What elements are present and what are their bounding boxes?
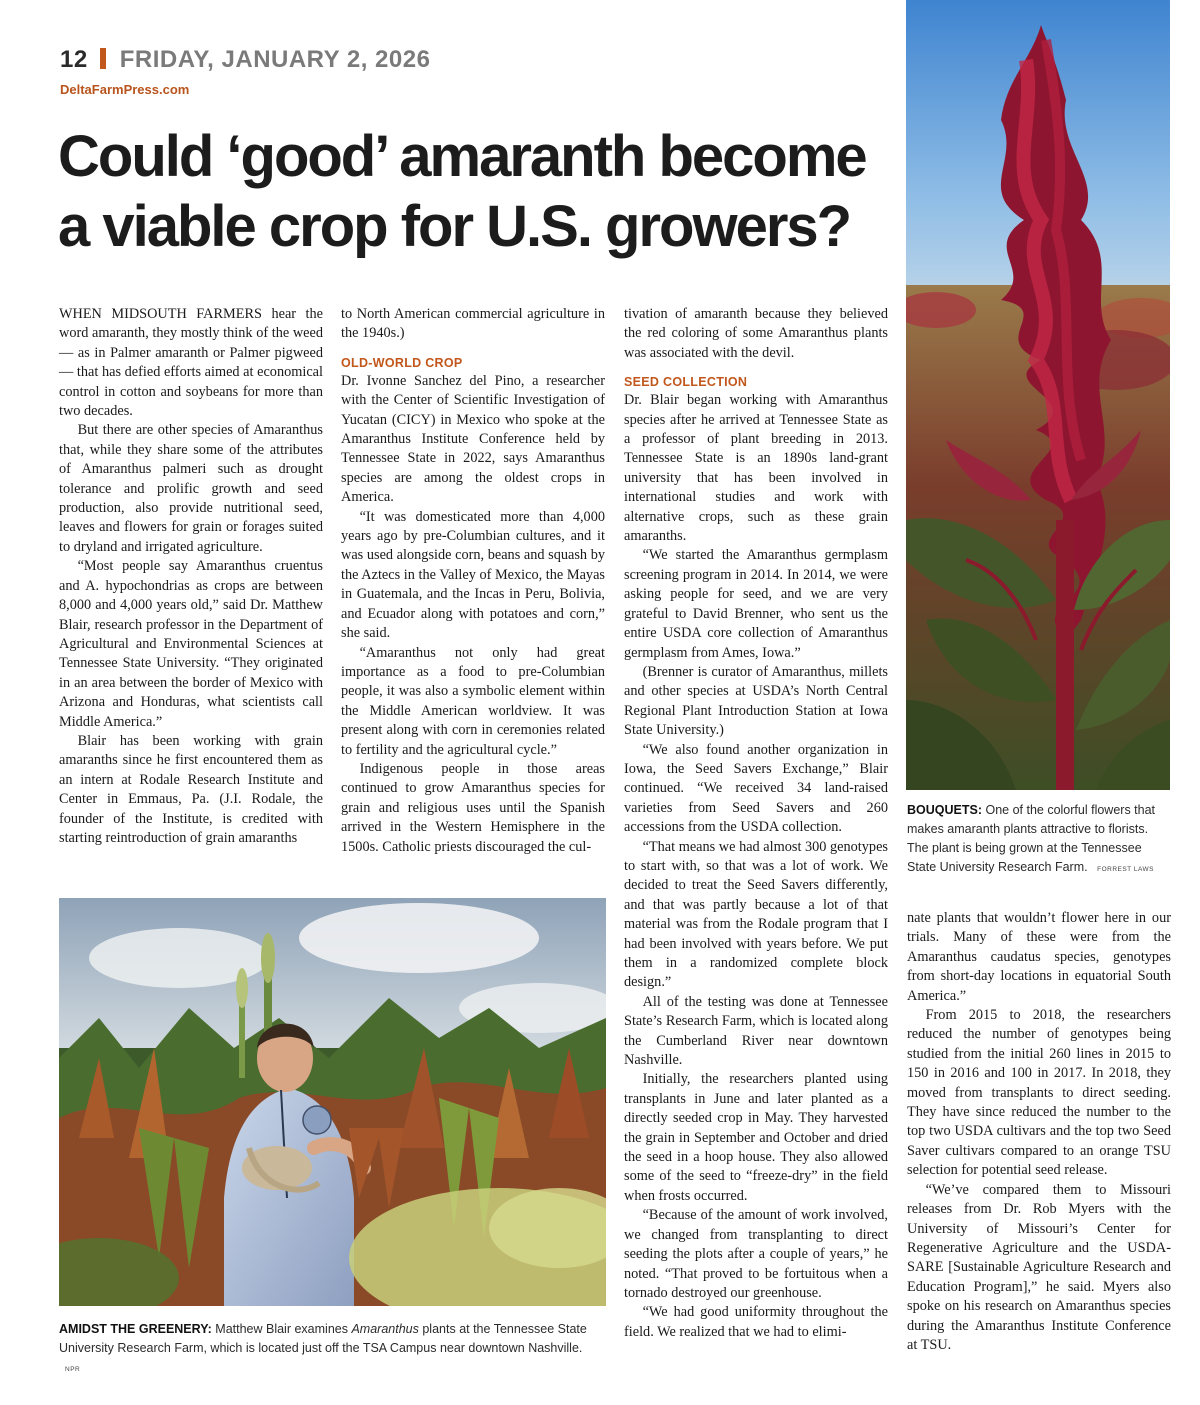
researcher-field-photo: [59, 898, 606, 1306]
caption-lead: BOUQUETS:: [907, 803, 982, 817]
caption-italic: Amaranthus: [351, 1322, 419, 1336]
researcher-field-image: [59, 898, 606, 1306]
folio-divider: [100, 48, 106, 69]
paragraph: tivation of amaranth because they believed the red coloring of some Amaranthus plants was associated with the devil.: [624, 306, 888, 361]
paragraph: Blair has been working with grain amaranths since he first encountered them as an intern at Rodale Research Institute and Center in Emmaus, Pa. (J.I. Rodale, the founder of the Institute, is credited with starting reintroduction of grain amaranths: [59, 732, 323, 846]
paragraph: “We also found another organization in Iowa, the Seed Savers Exchange,” Blair continued. “We received 34 land-raised varieties from Seed Savers and 260 accessions from the USDA collection.: [624, 741, 888, 836]
headline: Could ‘good’ amaranth become a viable crop for U.S. growers?: [58, 124, 866, 259]
paragraph: From 2015 to 2018, the researchers reduced the number of genotypes being studied from the initial 260 lines in 2015 to 150 in 2016 and 100 in 2017. In 2018, they moved from transplants to direct seeding. They have since reduced the number to the top two USDA cultivars and the top two Seed Saver cultivars compared to an orange TSU selection for potential seed release.: [907, 1007, 1171, 1179]
photo-caption-bouquets: [907, 801, 1171, 879]
paragraph: (Brenner is curator of Amaranthus, millets and other species at USDA’s North Central Regional Plant Introduction Station at Iowa State University.): [624, 663, 888, 739]
paragraph: to North American commercial agriculture in the 1940s.): [341, 306, 605, 342]
caption-lead: AMIDST THE GREENERY:: [59, 1322, 212, 1336]
paragraph: “Amaranthus not only had great importance as a food to pre-Columbian people, it was also a symbolic element within the Middle American worldview. It was present along with corn in ceremonies related to fertility and the agricultural cycle.”: [341, 644, 605, 758]
caption-text: One of the colorful flowers that makes amaranth plants attractive to florists. The plant is being grown at the Tennessee State University Research Farm.: [907, 803, 1156, 874]
paragraph: “We started the Amaranthus germplasm screening program in 2014. In 2014, we were asking people for seed, and we are very grateful to David Brenner, who sent us the entire USDA core collection of Amaranthus germplasm from Ames, Iowa.”: [624, 547, 888, 661]
article-column-2: [341, 305, 605, 857]
paragraph: Indigenous people in those areas continued to grow Amaranthus species for grain and religious uses until the Spanish arrived in the Western Hemisphere in the 1500s. Catholic priests discouraged the cul-: [341, 760, 605, 855]
paragraph: WHEN MIDSOUTH FARMERS hear the word amaranth, they mostly think of the weed — as in Palmer amaranth or Palmer pigweed — that has defied efforts aimed at economical control in cotton and soybeans for more than two decades.: [59, 306, 323, 420]
paragraph: “Because of the amount of work involved, we changed from transplanting to direct seeding the plots after a couple of years,” he noted. “That proved to be fortuitous when a tornado destroyed our greenhouse.: [624, 1207, 888, 1301]
subhead-seed-collection: SEED COLLECTION: [624, 375, 748, 390]
paragraph: “Most people say Amaranthus cruentus and A. hypochondrias as crops are between 8,000 and 4,000 years old,” said Dr. Matthew Blair, research professor in the Department of Agricultural and Environmental Sciences at Tennessee State University. “They originated in an area between the border of Mexico with Arizona and Honduras, what scientists call Middle America.”: [59, 558, 323, 730]
paragraph: All of the testing was done at Tennessee State’s Research Farm, which is located along the Cumberland River near downtown Nashville.: [624, 993, 888, 1069]
paragraph: nate plants that wouldn’t flower here in our trials. Many of these were from the Amaranthus caudatus species, genotypes from short-day locations in equatorial South America.”: [907, 910, 1171, 1004]
site-url[interactable]: DeltaFarmPress.com: [60, 82, 190, 97]
caption-text: plants at the Tennessee State University Research Farm, which is located just off the TSA Campus near downtown Nashville.: [59, 1322, 587, 1355]
paragraph: Initially, the researchers planted using transplants in June and later planted as a directly seeded crop in May. They harvested the grain in September and October and dried the seed in a hoop house. They also allowed some of the seed to “freeze-dry” in the field when frosts occurred.: [624, 1071, 888, 1204]
photo-caption-greenery: [59, 1320, 606, 1379]
paragraph: “It was domesticated more than 4,000 years ago by pre-Columbian cultures, and it was used alongside corn, beans and squash by the Aztecs in the Valley of Mexico, the Mayas in Guatemala, and the Incas in Peru, Bolivia, and Ecuador along with potatoes and corn,” she said.: [341, 508, 605, 642]
amaranth-flower-photo: [906, 0, 1170, 790]
paragraph: “We’ve compared them to Missouri releases from Dr. Rob Myers with the University of Missouri’s Center for Regenerative Agriculture and the USDA-SARE [Sustainable Agriculture Research and Education Program],” he said. Myers also spoke on his research on Amaranthus species during the Amaranthus Institute Conference at TSU.: [907, 1181, 1171, 1353]
article-column-3: [624, 305, 888, 1342]
article-column-1: [59, 305, 323, 848]
issue-date: FRIDAY, JANUARY 2, 2026: [119, 46, 431, 73]
amaranth-flower-image: [906, 0, 1170, 790]
photo-credit: NPR: [65, 1366, 81, 1373]
subhead-old-world-crop: OLD-WORLD CROP: [341, 355, 463, 370]
paragraph: But there are other species of Amaranthus that, while they share some of the attributes of Amaranthus palmeri such as drought tolerance and prolific growth and seed production, also provide nutritional seed, leaves and flowers for grain or forages suited to dryland and irrigated agriculture.: [59, 422, 323, 555]
page-number: 12: [60, 46, 88, 73]
paragraph: Dr. Ivonne Sanchez del Pino, a researcher with the Center of Scientific Investigation of Yucatan (CICY) in Mexico who spoke at the Amaranthus Institute Conference held by Tennessee State in 2022, says Amaranthus species are among the oldest crops in America.: [341, 372, 605, 506]
article-column-4: [907, 909, 1171, 1355]
folio-line: [60, 46, 430, 74]
paragraph: “We had good uniformity throughout the field. We realized that we had to elimi-: [624, 1304, 888, 1340]
caption-text: Matthew Blair examines: [215, 1322, 348, 1336]
paragraph: “That means we had almost 300 genotypes to start with, so that was a lot of work. We decided to treat the Seed Savers differently, and that was partly because a lot of that material was from the Rodale program that I had been involved with years before. We put them in a randomized complete block design.”: [624, 838, 888, 991]
paragraph: Dr. Blair began working with Amaranthus species after he arrived at Tennessee State as a professor of plant breeding in 2013. Tennessee State is an 1890s land-grant university that has been involved in international studies and work with alternative crops, such as these grain amaranths.: [624, 392, 888, 545]
photo-credit: FORREST LAWS: [1097, 866, 1155, 873]
